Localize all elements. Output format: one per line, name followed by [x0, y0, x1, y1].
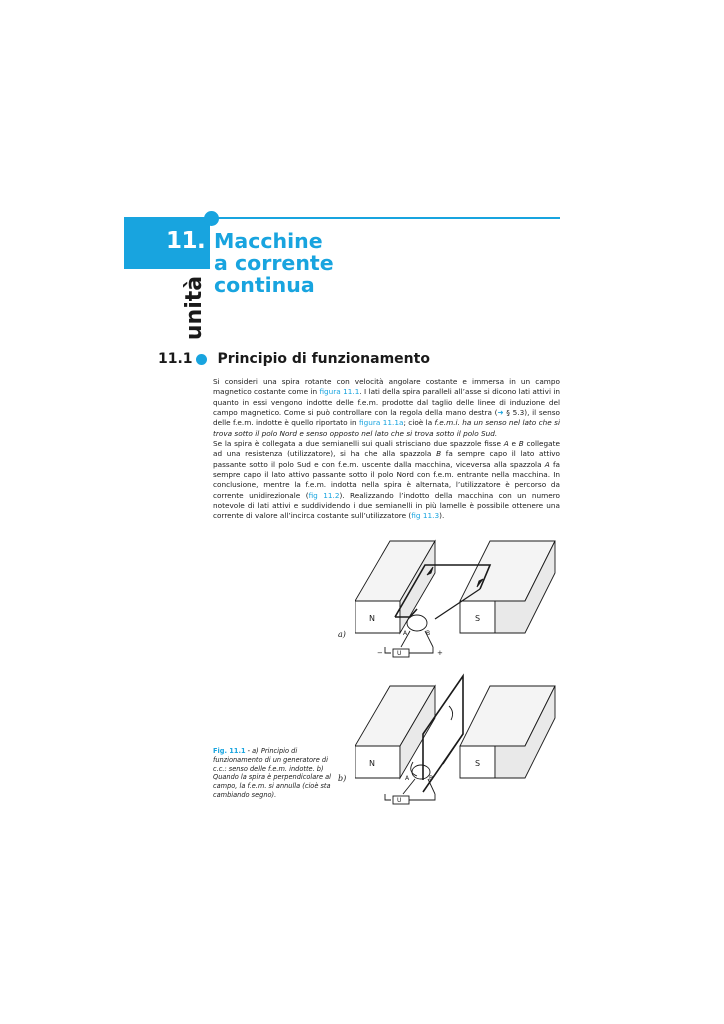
figure-caption	[213, 747, 343, 800]
figure-11-1-diagram	[355, 535, 560, 810]
load-label-b: U	[397, 797, 402, 804]
section-dot	[196, 354, 207, 365]
paragraph-1	[213, 377, 560, 439]
load-wire-left	[385, 647, 391, 653]
section-title: Principio di funzionamento	[217, 351, 430, 367]
rotation-arrow-top	[449, 706, 453, 720]
unit-label: unità	[181, 275, 207, 341]
section-heading	[158, 351, 430, 367]
figure-b-drawing	[355, 676, 555, 804]
figure-link-11-1a[interactable]: figura 11.1a	[359, 418, 404, 428]
brush-a-label-a: A	[403, 630, 408, 637]
arrow-right-icon: ➜	[497, 408, 504, 418]
text-run: fa sempre capo il lato attivo passante sotto il polo Nord con f.e.m. entrante nella macchina. In conclusione, mentre la f.e.m. indotta nella spira è alternata, l’utilizzatore è percorso da corrente unidirezionale (	[213, 459, 560, 500]
header-rule	[212, 217, 560, 219]
brush-a-label-b: A	[405, 775, 410, 782]
chapter-title	[214, 230, 334, 296]
pole-n-label-b: N	[369, 759, 375, 768]
chapter-title-line-3: continua	[214, 273, 315, 297]
plus-sign: +	[437, 649, 443, 657]
chapter-title-line-1: Macchine	[214, 229, 323, 253]
text-run: ).	[439, 511, 445, 521]
figure-a-drawing	[355, 541, 555, 657]
figure-link-11-2[interactable]: fig 11.2	[308, 490, 340, 500]
pole-n-front	[355, 601, 400, 633]
text-run: fa sempre capo il lato attivo passante sotto il polo Sud e con f.e.m. uscente dalla macchina, viceversa alla spazzola	[213, 449, 560, 469]
italic-run: A	[503, 439, 509, 449]
body-text	[213, 377, 560, 522]
pole-n-front	[355, 746, 400, 778]
text-run: e	[508, 439, 519, 449]
rotation-arrow-bottom	[411, 762, 417, 776]
pole-s-label-a: S	[475, 614, 481, 623]
commutator-ring	[412, 765, 430, 779]
load-wire-right	[409, 794, 435, 800]
text-run: collegate ad una resistenza (utilizzatore), si ha che alla spazzola	[213, 439, 560, 459]
header-dot	[204, 211, 219, 226]
chapter-title-line-2: a corrente	[214, 251, 334, 275]
text-run: Se la spira è collegata a due semianelli sui quali strisciano due spazzole fisse	[213, 439, 504, 449]
brush-b-label-a: B	[426, 630, 431, 637]
load-wire-right	[409, 647, 433, 653]
figure-link-11-1[interactable]: figura 11.1	[319, 387, 360, 397]
italic-run: f.e.m.i. ha un senso nel lato che si trova sotto il polo Nord e senso opposto nel lato che si trova sotto il polo Sud.	[213, 418, 560, 438]
brush-b-label-b: B	[429, 775, 434, 782]
italic-run: B	[518, 439, 524, 449]
caption-text: - a) Principio di funzionamento di un generatore di c.c.: senso delle f.e.m. indotte. b) Quando la spira è perpendicolare al campo, la f.e.m. si annulla (cioè sta cambiando segno).	[213, 747, 331, 799]
chapter-number: 11.	[166, 228, 206, 254]
pole-n-label-a: N	[369, 614, 375, 623]
italic-run: A	[544, 459, 550, 469]
section-number: 11.1	[158, 351, 193, 367]
italic-run: B	[436, 449, 442, 459]
caption-label: Fig. 11.1	[213, 747, 246, 755]
text-run: § 5.3), il senso delle f.e.m. indotte è quello riportato in	[213, 408, 560, 428]
paragraph-2	[213, 439, 560, 522]
commutator-ring	[407, 615, 427, 631]
load-wire-left	[385, 794, 391, 800]
figure-a-letter: a)	[338, 630, 346, 639]
text-run: Si consideri una spira rotante con velocità angolare costante e immersa in un campo magnetico costante come in	[213, 377, 560, 397]
text-run: . I lati della spira paralleli all’asse si dicono lati attivi in quanto in essi vengono indotte delle f.e.m. prodotte dal taglio delle linee di induzione del campo magnetico. Come si può controllare con la regola della mano destra (	[213, 387, 560, 418]
pole-s-label-b: S	[475, 759, 481, 768]
text-run: ; cioè la	[403, 418, 435, 428]
figure-b-letter: b)	[338, 774, 347, 783]
load-label-a: U	[397, 650, 402, 657]
minus-sign: −	[377, 649, 383, 657]
figure-link-11-3[interactable]: fig 11.3	[411, 511, 440, 521]
text-run: ). Realizzando l’indotto della macchina con un numero notevole di lati attivi e suddividendo i due semianelli in più lamelle è possibile ottenere una corrente di valore all’incirca costante sull’utilizzatore (	[213, 490, 561, 521]
